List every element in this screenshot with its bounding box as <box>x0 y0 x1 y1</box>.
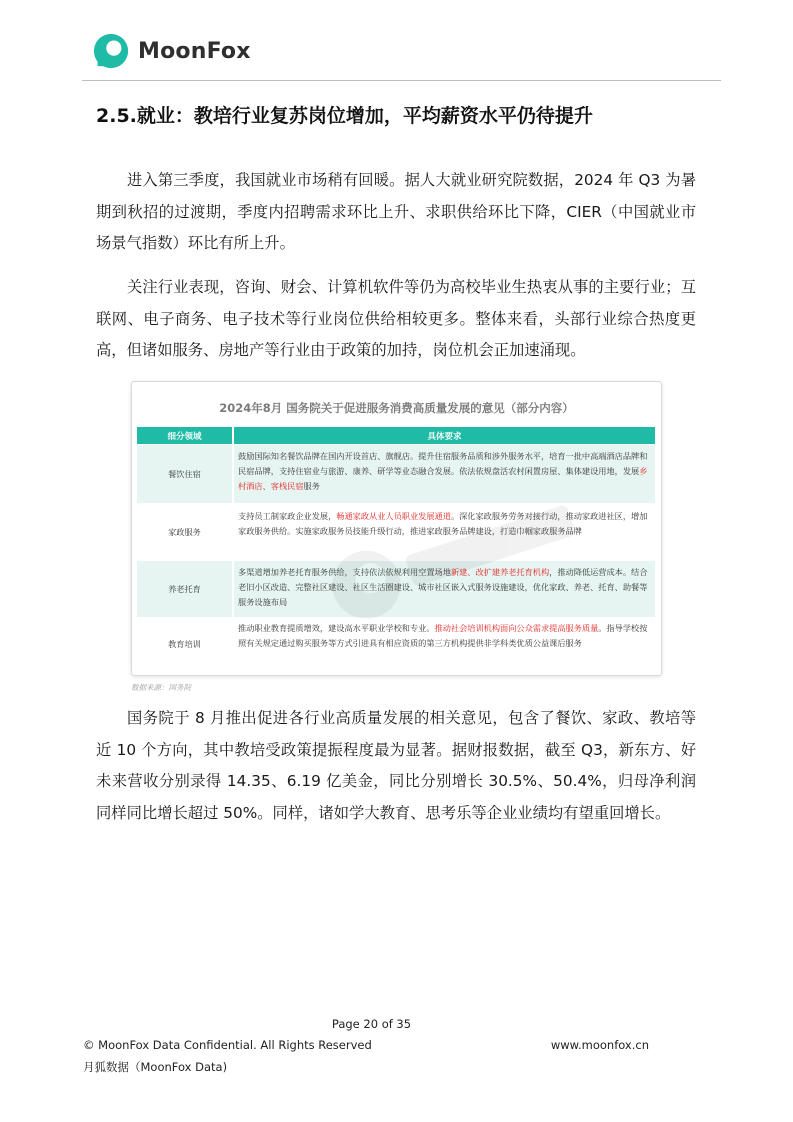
row-requirement <box>234 561 655 617</box>
requirement-text: 服务 <box>303 481 320 492</box>
requirement-highlight: 推动社会培训机构面向公众需求提高服务质量 <box>434 623 599 633</box>
row-requirement <box>234 505 655 560</box>
table-row <box>137 505 655 560</box>
section-title: 2.5.就业：教培行业复苏岗位增加，平均薪资水平仍待提升 <box>96 105 593 127</box>
requirement-text: 。指导学校按照有关规定通过购买服务等方式引进具有相应资质的第三方机构提供非学科类优质公益课后服务 <box>238 623 648 649</box>
header-divider <box>82 80 721 81</box>
website-link[interactable]: www.moonfox.cn <box>550 1038 649 1052</box>
policy-table <box>131 381 662 676</box>
table-header-row <box>137 427 655 444</box>
row-field: 教育培训 <box>168 639 201 649</box>
paragraph-3: 国务院于 8 月推出促进各行业高质量发展的相关意见，包含了餐饮、家政、教培等近 10 个方向，其中教培受政策提振程度最为显著。据财报数据，截至 Q3，新东方、好未来营收分别录得 14.35、6.19 亿美金，同比分别增长 30.5%、50.4%，归母净利润同样同比增长超过 50%。同样，诸如学大教育、思考乐等企业业绩均有望重回增长。 <box>96 709 696 822</box>
row-field: 家政服务 <box>168 527 201 537</box>
table-title: 2024年8月 国务院关于促进服务消费高质量发展的意见（部分内容） <box>219 401 574 415</box>
requirement-text: 支持员工制家政企业发展， <box>238 511 337 521</box>
column-header-field: 细分领域 <box>137 427 232 444</box>
requirement-highlight: 畅通家政从业人员职业发展通道 <box>336 511 451 521</box>
requirement-text: 鼓励国际知名餐饮品牌在国内开设首店、旗舰店。提升住宿服务品质和涉外服务水平，培育一批中高端酒店品牌和民宿品牌，支持住宿业与旅游、康养、研学等业态融合发展。依法依规盘活农村闲置房屋、集体建设用地，发展 <box>238 451 648 477</box>
copyright-text: © MoonFox Data Confidential. All Rights Reserved <box>83 1038 372 1052</box>
requirement-text: 推动职业教育提质增效，建设高水平职业学校和专业。 <box>238 623 435 633</box>
moonfox-logo-icon <box>92 32 130 70</box>
table-row <box>137 445 655 503</box>
requirement-text: 多渠道增加养老托育服务供给，支持依法依规利用空置场地 <box>238 567 451 577</box>
row-requirement <box>234 617 655 672</box>
table-row <box>137 561 655 617</box>
paragraph-1: 进入第三季度，我国就业市场稍有回暖。据人大就业研究院数据，2024 年 Q3 为暑期到秋招的过渡期，季度内招聘需求环比上升、求职供给环比下降，CIER（中国就业市场景气指数）环比有所上升。 <box>96 171 696 252</box>
requirement-text: ，推动降低运营成本。结合老旧小区改造、完整社区建设、社区生活圈建设、城市社区嵌入式服务设施建设，优化家政、养老、托育、助餐等服务设施布局 <box>238 567 648 608</box>
row-field: 餐饮住宿 <box>137 445 232 503</box>
paragraph-2: 关注行业表现，咨询、财会、计算机软件等仍为高校毕业生热衷从事的主要行业；互联网、电子商务、电子技术等行业岗位供给相较更多。整体来看，头部行业综合热度更高，但诸如服务、房地产等行业由于政策的加持，岗位机会正加速涌现。 <box>96 278 696 359</box>
column-header-requirements: 具体要求 <box>234 427 655 444</box>
row-requirement <box>234 445 655 503</box>
brand-name: MoonFox <box>138 38 251 64</box>
page-number: Page 20 of 35 <box>331 1017 412 1031</box>
page-header <box>92 30 251 72</box>
requirement-text: 。深化家政服务劳务对接行动，推动家政进社区，增加家政服务供给。实施家政服务员技能升级行动，推进家政服务品牌建设，打造巾帼家政服务品牌 <box>238 511 648 537</box>
source-note: 数据来源：国务院 <box>131 683 191 692</box>
requirement-highlight: 乡村酒店、客栈民宿 <box>238 466 648 492</box>
requirement-highlight: 新建、改扩建养老托育机构 <box>450 567 550 577</box>
row-field: 养老托育 <box>137 561 232 617</box>
company-name: 月狐数据（MoonFox Data) <box>83 1060 228 1074</box>
table-row <box>137 617 655 672</box>
